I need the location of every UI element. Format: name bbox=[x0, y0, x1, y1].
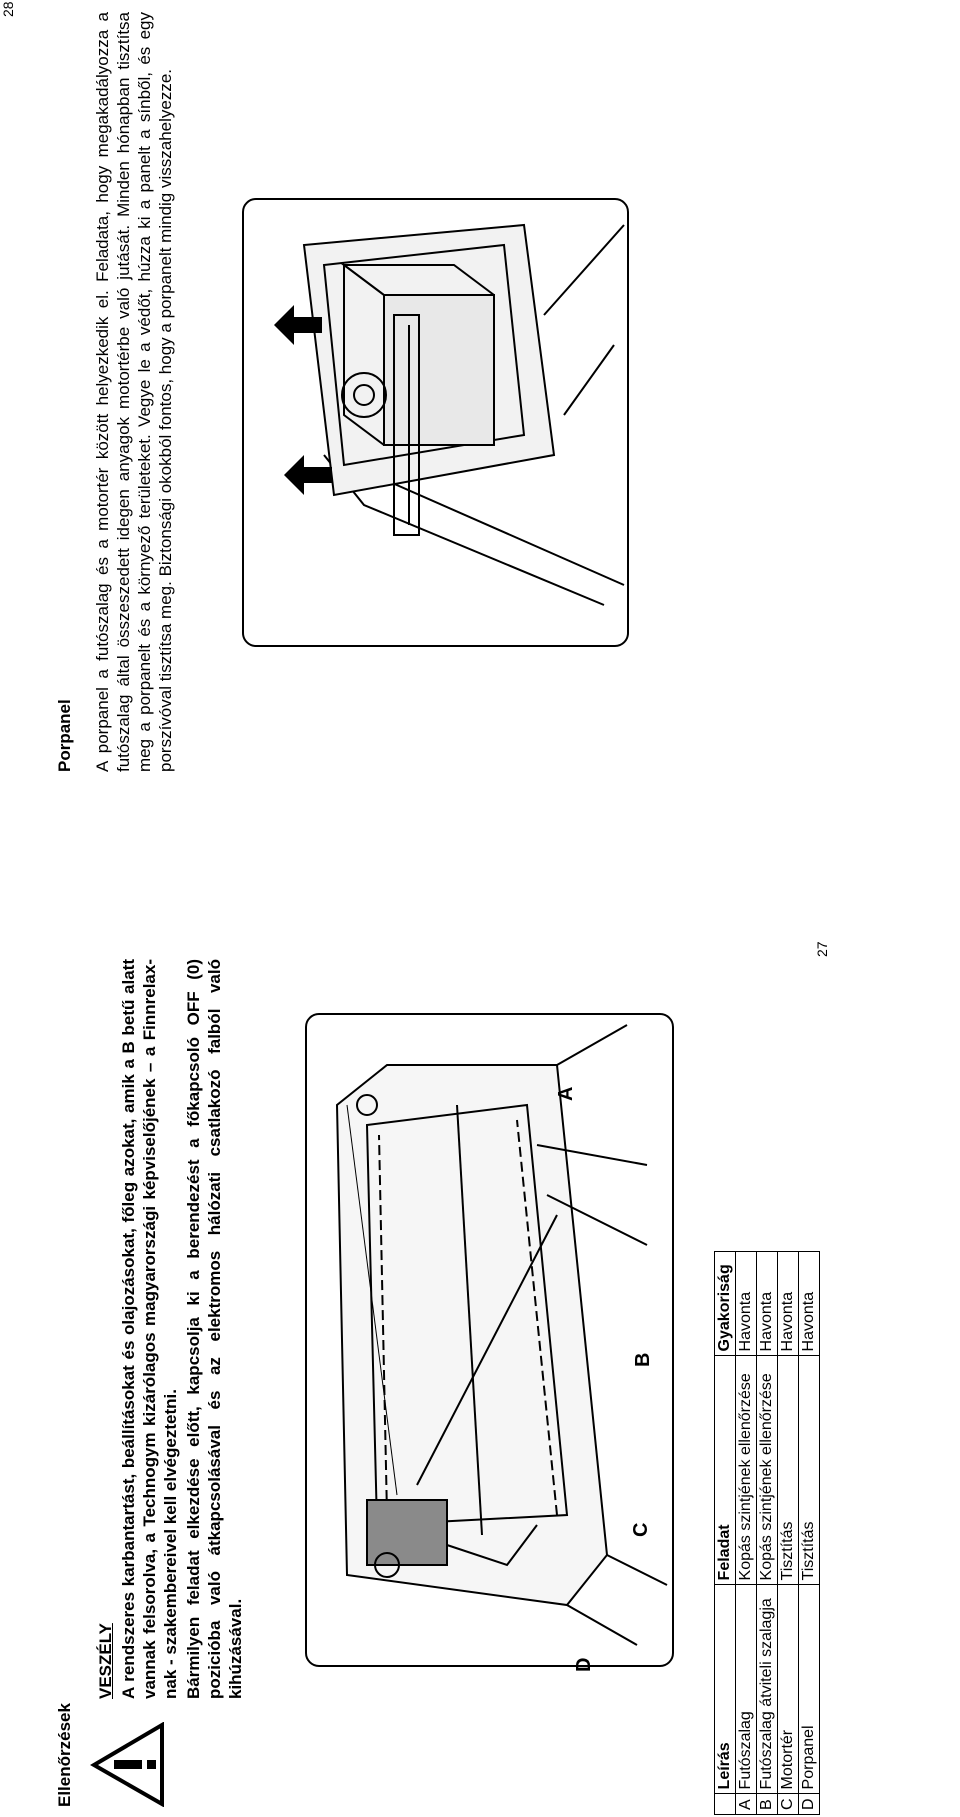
figure-label-b: B bbox=[632, 1352, 654, 1367]
porpanel-body: A porpanel a futószalag és a motortér között helyezkedik el. Feladata, hogy megakadályozza a futószalag által összeszedett idegen anyagok motortérbe való jutását. Minden hónapban tisztítsa meg a porpanelt és a környező területeket. Vegye le a védőt, húzza ki a panelt a sínből, és egy porszívóval tisztítsa meg. Biztonsági okokból fontos, hogy a porpanelt mindig visszahelyezze. bbox=[93, 12, 175, 772]
table-cell: B bbox=[757, 1794, 778, 1815]
table-header-cell: Leírás bbox=[715, 1585, 736, 1794]
table-cell: Tisztítás bbox=[778, 1356, 799, 1585]
table-header-cell: Gyakoriság bbox=[715, 1252, 736, 1356]
table-cell: Kopás szintjének ellenőrzése bbox=[757, 1356, 778, 1585]
page-number-27: 27 bbox=[814, 941, 830, 957]
warning-paragraph-2: Bármilyen feladat elkezdése előtt, kapcsolja ki a berendezést a főkapcsoló OFF (0) pozicióba való átkapcsolásával és az elektromos hálózati csatlakozó falból való kihúzásával. bbox=[184, 959, 245, 1699]
table-cell: A bbox=[736, 1794, 757, 1815]
table-cell: D bbox=[799, 1794, 820, 1815]
treadmill-figure bbox=[305, 1013, 674, 1667]
section-title-ellenorzesek: Ellenőrzések bbox=[55, 1703, 74, 1807]
maintenance-table bbox=[714, 1251, 820, 1815]
table-row bbox=[736, 1252, 757, 1815]
warning-block bbox=[95, 959, 246, 1699]
dust-panel-figure bbox=[242, 198, 629, 647]
table-cell: Havonta bbox=[799, 1252, 820, 1356]
section-title-porpanel: Porpanel bbox=[55, 699, 74, 772]
table-row bbox=[757, 1252, 778, 1815]
treadmill-drawing bbox=[307, 1015, 672, 1665]
table-cell: C bbox=[778, 1794, 799, 1815]
table-header-cell bbox=[715, 1794, 736, 1815]
figure-label-c: C bbox=[630, 1522, 652, 1537]
figure-label-d: D bbox=[573, 1657, 595, 1672]
table-cell: Porpanel bbox=[799, 1585, 820, 1794]
table-cell: Havonta bbox=[757, 1252, 778, 1356]
table-cell: Futószalag átviteli szalagja bbox=[757, 1585, 778, 1794]
page-number-28: 28 bbox=[0, 1, 16, 17]
table-row bbox=[778, 1252, 799, 1815]
warning-paragraph-1: A rendszeres karbantartást, beállításokat és olajozásokat, főleg azokat, amik a B betű alatt vannak felsorolva, a Technogym kizárólagos magyarországi képviselőjének – a Finnrelax-nak - szakembereivel kell elvégeztetni. bbox=[119, 959, 180, 1699]
table-cell: Futószalag bbox=[736, 1585, 757, 1794]
dust-panel-drawing bbox=[244, 200, 627, 645]
table-cell: Tisztítás bbox=[799, 1356, 820, 1585]
warning-triangle-icon bbox=[90, 1722, 165, 1807]
table-cell: Kopás szintjének ellenőrzése bbox=[736, 1356, 757, 1585]
figure-label-a: A bbox=[555, 1086, 577, 1101]
table-cell: Havonta bbox=[736, 1252, 757, 1356]
table-header-row bbox=[715, 1252, 736, 1815]
table-header-cell: Feladat bbox=[715, 1356, 736, 1585]
table-cell: Havonta bbox=[778, 1252, 799, 1356]
warning-title: VESZÉLY bbox=[96, 1623, 115, 1699]
table-row bbox=[799, 1252, 820, 1815]
table-cell: Motortér bbox=[778, 1585, 799, 1794]
